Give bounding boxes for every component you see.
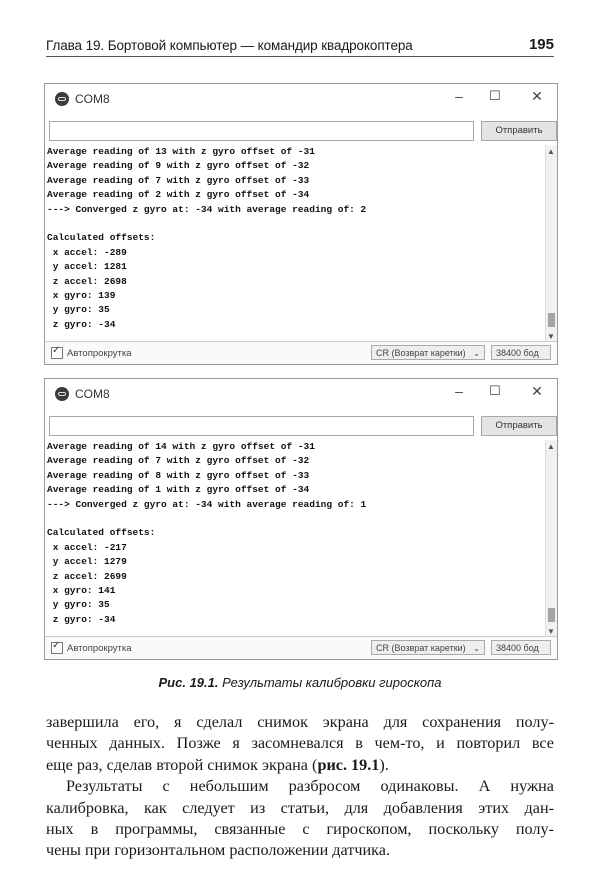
- title-bar: [45, 84, 557, 114]
- scroll-down-icon[interactable]: ▼: [547, 332, 555, 341]
- output-line: Average reading of 7 with z gyro offset of -32: [47, 455, 310, 467]
- output-line: x accel: -217: [47, 541, 127, 553]
- scroll-up-icon[interactable]: ▲: [547, 442, 555, 451]
- arduino-icon: [55, 92, 69, 106]
- autoscroll-toggle[interactable]: [51, 347, 132, 359]
- text-line: ных в программы, связанные с гироскопом, поскольку полу-: [46, 820, 554, 839]
- output-line: [47, 512, 543, 526]
- output-line: Average reading of 13 with z gyro offset of -31: [47, 146, 315, 157]
- maximize-icon[interactable]: ☐: [489, 383, 501, 398]
- output-line: y accel: 1279: [47, 556, 127, 568]
- output-line: y gyro: 35: [47, 304, 110, 316]
- output-line: z accel: 2699: [47, 570, 127, 582]
- arduino-icon: [55, 387, 69, 401]
- output-line: Average reading of 14 with z gyro offset of -31: [47, 441, 315, 452]
- window-title: COM8: [75, 387, 110, 401]
- output-line: Average reading of 8 with z gyro offset of -33: [47, 469, 310, 481]
- output-line: ---> Converged z gyro at: -34 with average reading of: 2: [47, 203, 367, 215]
- send-button[interactable]: Отправить: [481, 416, 557, 436]
- text-fragment: ).: [379, 755, 389, 774]
- output-line: y gyro: 35: [47, 599, 110, 611]
- minimize-icon[interactable]: –: [455, 88, 463, 104]
- minimize-icon[interactable]: –: [455, 383, 463, 399]
- running-head: [46, 36, 554, 57]
- line-ending-value: CR (Возврат каретки): [376, 643, 466, 653]
- status-bar: [45, 636, 557, 659]
- scroll-thumb[interactable]: [548, 313, 555, 327]
- baud-rate-value: 38400 бод: [496, 348, 539, 358]
- output-line: ---> Converged z gyro at: -34 with average reading of: 1: [47, 498, 367, 510]
- close-icon[interactable]: ✕: [531, 88, 543, 104]
- vertical-scrollbar[interactable]: [545, 440, 557, 638]
- autoscroll-label: Автопрокрутка: [67, 642, 132, 654]
- autoscroll-checkbox[interactable]: [51, 642, 63, 654]
- line-ending-select[interactable]: [371, 345, 485, 360]
- output-line: z accel: 2698: [47, 275, 127, 287]
- output-line: Average reading of 9 with z gyro offset of -32: [47, 160, 310, 172]
- chevron-down-icon: ⌄: [473, 644, 480, 653]
- send-row: [49, 121, 553, 141]
- serial-monitor-window-2: [44, 378, 558, 660]
- maximize-icon[interactable]: ☐: [489, 88, 501, 103]
- close-icon[interactable]: ✕: [531, 383, 543, 399]
- scroll-thumb[interactable]: [548, 608, 555, 622]
- chevron-down-icon: ⌄: [473, 349, 480, 358]
- output-line: x gyro: 139: [47, 289, 116, 301]
- output-line: x gyro: 141: [47, 584, 116, 596]
- line-ending-select[interactable]: [371, 640, 485, 655]
- page-number: 195: [528, 36, 554, 53]
- serial-output: [47, 440, 543, 638]
- figure-title: Результаты калибровки гироскопа: [222, 675, 442, 690]
- baud-rate-select[interactable]: [491, 345, 551, 360]
- vertical-scrollbar[interactable]: [545, 145, 557, 343]
- chapter-title: Глава 19. Бортовой компьютер — командир квадрокоптера: [46, 38, 413, 53]
- status-bar: [45, 341, 557, 364]
- scroll-down-icon[interactable]: ▼: [547, 627, 555, 636]
- output-line: [47, 217, 543, 231]
- send-input[interactable]: [49, 416, 474, 436]
- output-line: Average reading of 7 with z gyro offset of -33: [47, 174, 310, 186]
- serial-monitor-window-1: [44, 83, 558, 365]
- text-line: чены при горизонтальном расположении датчика.: [46, 841, 391, 860]
- output-line: Average reading of 2 with z gyro offset of -34: [47, 189, 310, 201]
- paragraph: [46, 712, 554, 776]
- text-line: ченных данных. Позже я засомневался в чем-то, и повторил все: [46, 734, 554, 753]
- output-line: z gyro: -34: [47, 613, 116, 625]
- output-line: Calculated offsets:: [47, 527, 156, 539]
- send-input[interactable]: [49, 121, 474, 141]
- scroll-up-icon[interactable]: ▲: [547, 147, 555, 156]
- text-fragment: еще раз, сделав второй снимок экрана (: [46, 755, 318, 774]
- output-line: Calculated offsets:: [47, 232, 156, 244]
- title-bar: [45, 379, 557, 409]
- text-line: завершила его, я сделал снимок экрана для сохранения полу-: [46, 713, 554, 731]
- text-line: [46, 756, 389, 774]
- output-line: x accel: -289: [47, 246, 127, 258]
- autoscroll-label: Автопрокрутка: [67, 347, 132, 359]
- window-title: COM8: [75, 92, 110, 106]
- body-text: [46, 712, 554, 862]
- output-line: z gyro: -34: [47, 318, 116, 330]
- baud-rate-select[interactable]: [491, 640, 551, 655]
- baud-rate-value: 38400 бод: [496, 643, 539, 653]
- output-line: y accel: 1281: [47, 261, 127, 273]
- figure-caption: [0, 675, 600, 690]
- paragraph: [46, 776, 554, 862]
- send-row: [49, 416, 553, 436]
- autoscroll-checkbox[interactable]: [51, 347, 63, 359]
- text-line: Результаты с небольшим разбросом одинаковы. А нужна: [66, 777, 554, 796]
- line-ending-value: CR (Возврат каретки): [376, 348, 466, 358]
- text-line: калибровка, как следует из статьи, для добавления этих дан-: [46, 798, 554, 817]
- figure-reference: рис. 19.1: [317, 755, 380, 774]
- figure-number: Рис. 19.1.: [158, 675, 219, 690]
- send-button[interactable]: Отправить: [481, 121, 557, 141]
- output-line: Average reading of 1 with z gyro offset of -34: [47, 484, 310, 496]
- autoscroll-toggle[interactable]: [51, 642, 132, 654]
- serial-output: [47, 145, 543, 343]
